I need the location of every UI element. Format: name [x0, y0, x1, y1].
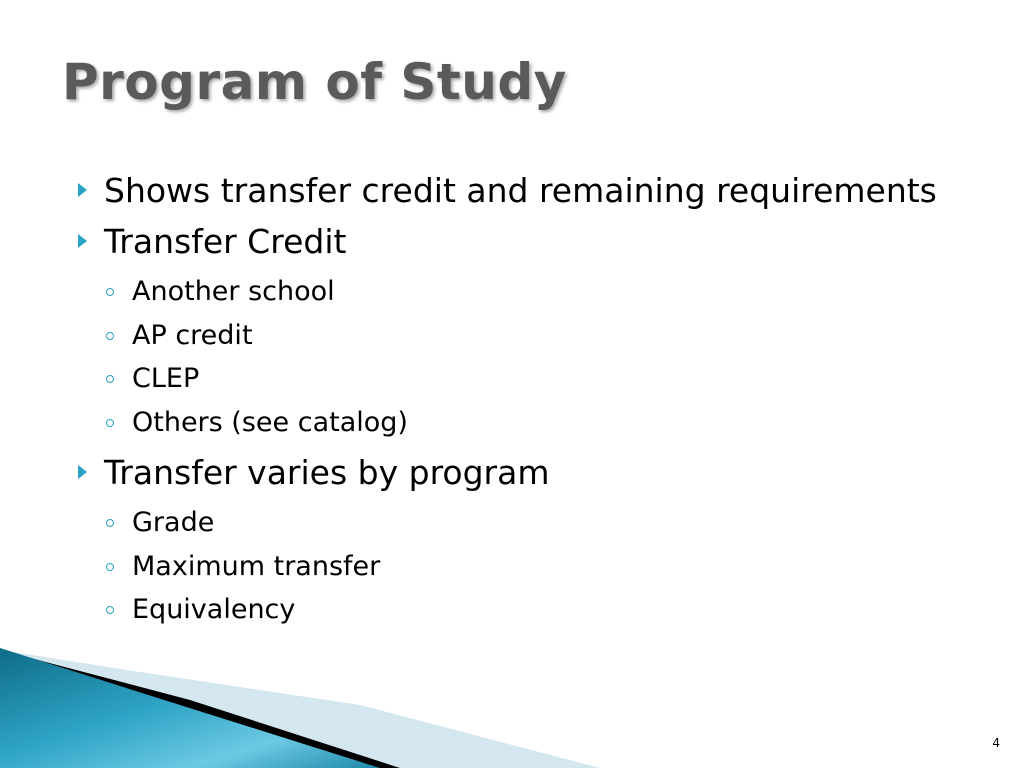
circle-bullet-icon — [106, 519, 114, 527]
circle-bullet-icon — [106, 375, 114, 383]
sub-bullet-item — [72, 401, 952, 445]
sub-bullet-list — [72, 501, 952, 632]
sub-bullet-item — [72, 314, 952, 358]
circle-bullet-icon — [106, 332, 114, 340]
sub-bullet-list — [72, 270, 952, 444]
slide-title: Program of Study — [62, 53, 567, 111]
circle-bullet-icon — [106, 606, 114, 614]
bullet-item — [72, 168, 952, 213]
circle-bullet-icon — [106, 563, 114, 571]
bullet-item — [72, 450, 952, 495]
bullet-item — [72, 219, 952, 264]
sub-bullet-item — [72, 545, 952, 589]
triangle-bullet-icon — [78, 234, 87, 248]
sub-bullet-text: AP credit — [132, 319, 253, 351]
triangle-bullet-icon — [78, 465, 87, 479]
slide-body — [72, 168, 952, 638]
sub-bullet-text: Grade — [132, 507, 215, 538]
sub-bullet-item — [72, 501, 952, 545]
bullet-text: Transfer Credit — [104, 222, 347, 261]
page-number: 4 — [992, 736, 1000, 750]
bullet-text: Shows transfer credit and remaining requirements — [104, 171, 937, 210]
sub-bullet-text: Another school — [132, 276, 335, 307]
bullet-text: Transfer varies by program — [104, 453, 550, 492]
sub-bullet-text: Others (see catalog) — [132, 406, 408, 438]
sub-bullet-text: Equivalency — [132, 594, 296, 625]
sub-bullet-text: CLEP — [132, 363, 200, 394]
sub-bullet-text: Maximum transfer — [132, 550, 381, 582]
circle-bullet-icon — [106, 419, 114, 427]
sub-bullet-item — [72, 588, 952, 632]
triangle-bullet-icon — [78, 183, 87, 197]
circle-bullet-icon — [106, 288, 114, 296]
sub-bullet-item — [72, 270, 952, 314]
sub-bullet-item — [72, 357, 952, 401]
